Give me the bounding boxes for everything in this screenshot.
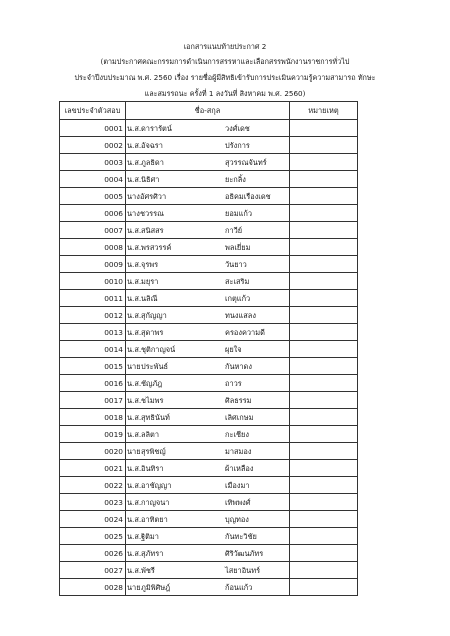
exam-id-cell: 0027 [60, 562, 126, 579]
exam-id-cell: 0003 [60, 154, 126, 171]
full-name-cell [126, 494, 290, 511]
name-prefix: น.ส. [127, 464, 142, 473]
first-name: พรสวรรค์ [141, 243, 172, 252]
name-prefix: น.ส. [127, 498, 142, 507]
table-row [60, 392, 358, 409]
last-name: ครองความดี [225, 328, 265, 337]
remarks-cell [290, 205, 358, 222]
full-name-cell [126, 392, 290, 409]
last-name: ยอมแก้ว [225, 209, 253, 218]
heading-line-1: เอกสารแนบท้ายประกาศ 2 [183, 42, 267, 51]
name-prefix: น.ส. [127, 243, 142, 252]
remarks-cell [290, 239, 358, 256]
table-row [60, 494, 358, 511]
last-name: สะเสริม [225, 277, 250, 286]
exam-id-cell: 0020 [60, 443, 126, 460]
full-name-cell [126, 426, 290, 443]
first-name: ดารารัตน์ [141, 124, 172, 133]
table-row [60, 358, 358, 375]
last-name: ก้อนแก้ว [225, 583, 253, 592]
exam-id-cell: 0019 [60, 426, 126, 443]
name-prefix: น.ส. [127, 175, 142, 184]
last-name: เทิพพงศ์ [225, 498, 251, 507]
table-row [60, 307, 358, 324]
name-prefix: น.ส. [127, 158, 142, 167]
table-row [60, 528, 358, 545]
table-row [60, 426, 358, 443]
first-name: สุดาพร [141, 328, 164, 337]
remarks-cell [290, 409, 358, 426]
remarks-cell [290, 460, 358, 477]
name-prefix: น.ส. [127, 345, 142, 354]
first-name: อัจฉรา [141, 141, 163, 150]
remarks-cell [290, 579, 358, 596]
name-prefix: นาง [127, 209, 140, 218]
exam-id-cell: 0012 [60, 307, 126, 324]
heading-line-3: ประจำปีงบประมาณ พ.ศ. 2560 เรื่อง รายชื่อผู้มีสิทธิเข้ารับการประเมินความรู้ความสามารถ ทักษะ [74, 73, 376, 82]
last-name: มาสมอง [225, 447, 252, 456]
table-row [60, 579, 358, 596]
last-name: สุวรรณจันทร์ [225, 158, 267, 167]
first-name: มยุรา [141, 277, 159, 286]
full-name-cell [126, 545, 290, 562]
name-prefix: น.ส. [127, 277, 142, 286]
first-name: ภูลธิดา [141, 158, 164, 167]
table-row [60, 154, 358, 171]
candidate-table [59, 101, 358, 596]
first-name: นิธิศา [141, 175, 160, 184]
last-name: บุญทอง [225, 515, 249, 524]
column-header-remarks: หมายเหตุ [290, 102, 358, 120]
name-prefix: น.ส. [127, 294, 142, 303]
remarks-cell [290, 273, 358, 290]
name-prefix: น.ส. [127, 226, 142, 235]
table-row [60, 137, 358, 154]
full-name-cell [126, 562, 290, 579]
remarks-cell [290, 392, 358, 409]
last-name: วงศ์เดช [225, 124, 250, 133]
exam-id-cell: 0009 [60, 256, 126, 273]
exam-id-cell: 0006 [60, 205, 126, 222]
name-prefix: นาย [127, 362, 141, 371]
remarks-cell [290, 528, 358, 545]
first-name: ภูมิพิศิษฎ์ [141, 583, 171, 592]
first-name: อินทิรา [141, 464, 164, 473]
remarks-cell [290, 120, 358, 137]
exam-id-cell: 0008 [60, 239, 126, 256]
full-name-cell [126, 375, 290, 392]
name-prefix: น.ส. [127, 396, 142, 405]
remarks-cell [290, 494, 358, 511]
first-name: ชุติกาญจน์ [141, 345, 176, 354]
remarks-cell [290, 324, 358, 341]
remarks-cell [290, 188, 358, 205]
remarks-cell [290, 222, 358, 239]
last-name: เลิศเกษม [225, 413, 254, 422]
last-name: ทนงแสลง [225, 311, 256, 320]
table-row [60, 477, 358, 494]
full-name-cell [126, 205, 290, 222]
name-prefix: น.ส. [127, 549, 142, 558]
name-prefix: น.ส. [127, 430, 142, 439]
table-row [60, 545, 358, 562]
last-name: ปรังการ [225, 141, 250, 150]
first-name: สุภัทรา [141, 549, 164, 558]
table-row [60, 205, 358, 222]
full-name-cell [126, 341, 290, 358]
name-prefix: น.ส. [127, 515, 142, 524]
exam-id-cell: 0001 [60, 120, 126, 137]
exam-id-cell: 0017 [60, 392, 126, 409]
exam-id-cell: 0011 [60, 290, 126, 307]
table-row [60, 120, 358, 137]
full-name-cell [126, 120, 290, 137]
name-prefix: น.ส. [127, 379, 142, 388]
first-name: ชัญภัฎ [141, 379, 163, 388]
exam-id-cell: 0024 [60, 511, 126, 528]
remarks-cell [290, 256, 358, 273]
name-prefix: น.ส. [127, 260, 142, 269]
last-name: ถาวร [225, 379, 242, 388]
table-row [60, 511, 358, 528]
first-name: จุรพร [141, 260, 159, 269]
remarks-cell [290, 477, 358, 494]
full-name-cell [126, 579, 290, 596]
exam-id-cell: 0013 [60, 324, 126, 341]
last-name: กันหาดง [225, 362, 252, 371]
name-prefix: น.ส. [127, 124, 142, 133]
full-name-cell [126, 511, 290, 528]
first-name: กาญจนา [141, 498, 170, 507]
full-name-cell [126, 307, 290, 324]
remarks-cell [290, 290, 358, 307]
exam-id-cell: 0007 [60, 222, 126, 239]
last-name: อธิคมเรืองเดช [225, 192, 271, 201]
name-prefix: น.ส. [127, 532, 142, 541]
exam-id-cell: 0002 [60, 137, 126, 154]
last-name: กาวีย์ [225, 226, 243, 235]
remarks-cell [290, 511, 358, 528]
first-name: อาชัญญา [141, 481, 172, 490]
remarks-cell [290, 443, 358, 460]
table-row [60, 409, 358, 426]
full-name-cell [126, 171, 290, 188]
full-name-cell [126, 239, 290, 256]
full-name-cell [126, 273, 290, 290]
remarks-cell [290, 137, 358, 154]
last-name: วันยาว [225, 260, 247, 269]
table-row [60, 562, 358, 579]
name-prefix: น.ส. [127, 566, 142, 575]
exam-id-cell: 0018 [60, 409, 126, 426]
remarks-cell [290, 307, 358, 324]
last-name: ผ้าเหลือง [225, 464, 254, 473]
full-name-cell [126, 137, 290, 154]
table-row [60, 273, 358, 290]
exam-id-cell: 0016 [60, 375, 126, 392]
table-body [60, 120, 358, 596]
last-name: ไสยาอินทร์ [225, 566, 261, 575]
first-name: สุรพิชญ์ [141, 447, 166, 456]
full-name-cell [126, 188, 290, 205]
last-name: ผุยใจ [225, 345, 242, 354]
last-name: ศิลธรรม [225, 396, 252, 405]
table-row [60, 222, 358, 239]
full-name-cell [126, 290, 290, 307]
full-name-cell [126, 477, 290, 494]
table-row [60, 290, 358, 307]
full-name-cell [126, 154, 290, 171]
table-row [60, 460, 358, 477]
last-name: เกตุแก้ว [225, 294, 251, 303]
table-row [60, 256, 358, 273]
first-name: ชวรรณ [140, 209, 164, 218]
full-name-cell [126, 460, 290, 477]
name-prefix: นาง [127, 192, 140, 201]
table-row [60, 341, 358, 358]
full-name-cell [126, 443, 290, 460]
last-name: ศิริวัฒนภัทร [225, 549, 264, 558]
exam-id-cell: 0028 [60, 579, 126, 596]
first-name: นลิณี [141, 294, 158, 303]
name-prefix: น.ส. [127, 413, 142, 422]
exam-id-cell: 0025 [60, 528, 126, 545]
table-row [60, 171, 358, 188]
first-name: สุกัญญา [141, 311, 167, 320]
exam-id-cell: 0005 [60, 188, 126, 205]
column-header-exam-id: เลขประจำตัวสอบ [60, 102, 126, 120]
exam-id-cell: 0023 [60, 494, 126, 511]
first-name: พัชรี [141, 566, 155, 575]
first-name: ลลิตา [141, 430, 160, 439]
first-name: ประพันธ์ [141, 362, 169, 371]
last-name: พลเยี่ยม [225, 243, 251, 252]
remarks-cell [290, 545, 358, 562]
first-name: อาทิตยา [141, 515, 168, 524]
name-prefix: นาย [127, 583, 141, 592]
table-row [60, 188, 358, 205]
heading-line-4: และสมรรถนะ ครั้งที่ 1 ลงวันที่ สิงหาคม พ.ศ. 2560) [144, 89, 306, 98]
name-prefix: นาย [127, 447, 141, 456]
full-name-cell [126, 358, 290, 375]
column-header-full-name: ชื่อ-สกุล [126, 102, 290, 120]
exam-id-cell: 0022 [60, 477, 126, 494]
exam-id-cell: 0014 [60, 341, 126, 358]
last-name: กันทะวิชัย [225, 532, 257, 541]
first-name: ฐิติมา [141, 532, 159, 541]
exam-id-cell: 0004 [60, 171, 126, 188]
full-name-cell [126, 528, 290, 545]
last-name: ยะกลิ้ง [225, 175, 246, 184]
name-prefix: น.ส. [127, 481, 142, 490]
table-row [60, 375, 358, 392]
name-prefix: น.ส. [127, 311, 142, 320]
name-prefix: น.ส. [127, 328, 142, 337]
exam-id-cell: 0026 [60, 545, 126, 562]
full-name-cell [126, 222, 290, 239]
remarks-cell [290, 358, 358, 375]
full-name-cell [126, 324, 290, 341]
table-header-row [60, 102, 358, 120]
exam-id-cell: 0015 [60, 358, 126, 375]
full-name-cell [126, 409, 290, 426]
table-row [60, 443, 358, 460]
first-name: ชไมพร [141, 396, 164, 405]
exam-id-cell: 0021 [60, 460, 126, 477]
table-row [60, 239, 358, 256]
last-name: กะเชียง [225, 430, 249, 439]
remarks-cell [290, 426, 358, 443]
full-name-cell [126, 256, 290, 273]
exam-id-cell: 0010 [60, 273, 126, 290]
name-prefix: น.ส. [127, 141, 142, 150]
table-row [60, 324, 358, 341]
remarks-cell [290, 341, 358, 358]
first-name: สนิสสร [141, 226, 164, 235]
remarks-cell [290, 375, 358, 392]
remarks-cell [290, 562, 358, 579]
remarks-cell [290, 171, 358, 188]
first-name: สุทธินันท์ [141, 413, 170, 422]
remarks-cell [290, 154, 358, 171]
first-name: อัศรศิวา [140, 192, 167, 201]
heading-line-2: (ตามประกาศคณะกรรมการดำเนินการสรรหาและเลือกสรรพนักงานราชการทั่วไป [100, 57, 350, 66]
last-name: เมืองมา [225, 481, 250, 490]
